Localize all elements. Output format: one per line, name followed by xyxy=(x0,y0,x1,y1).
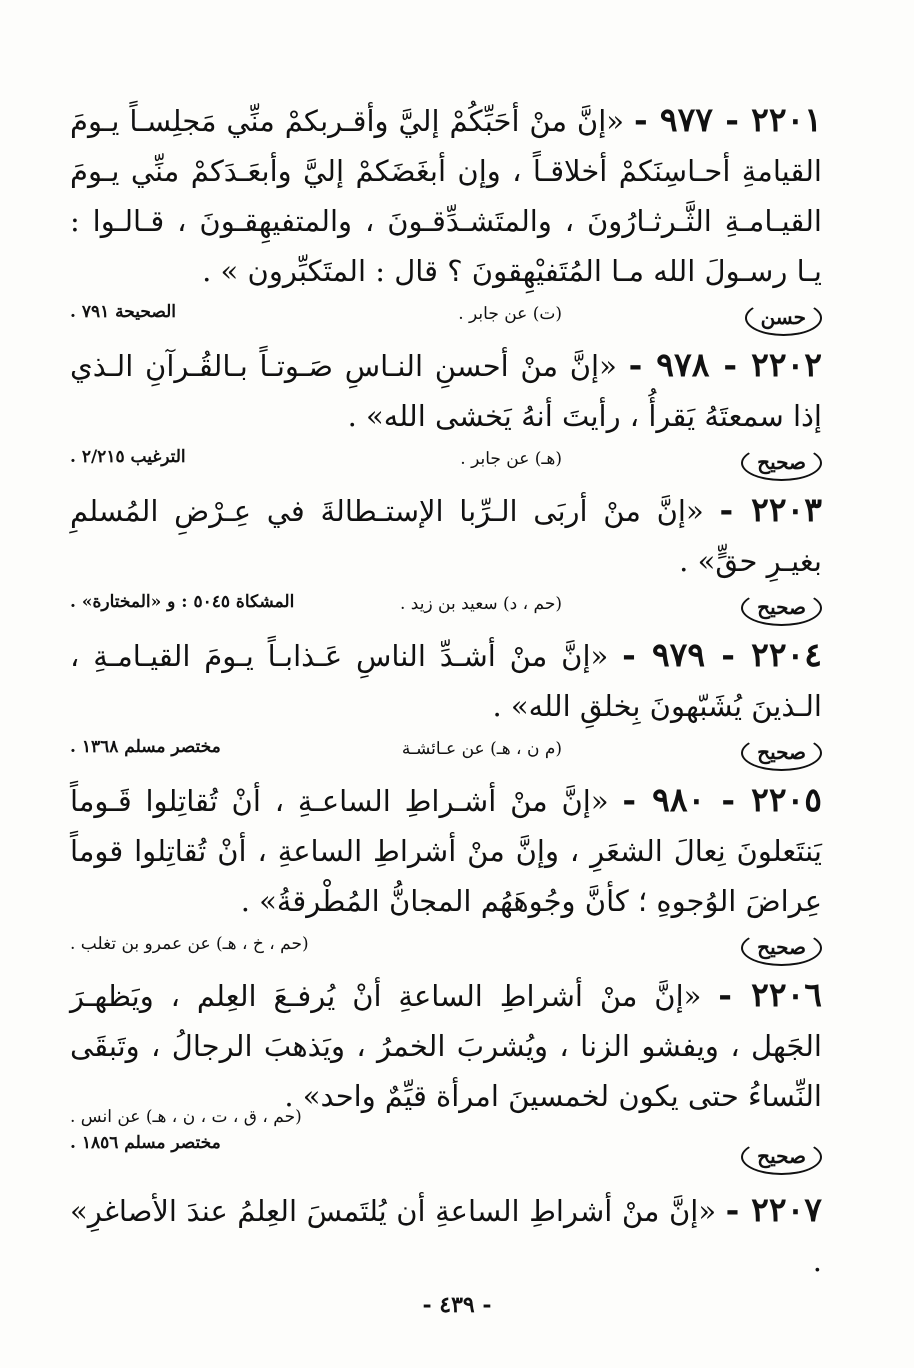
source-line xyxy=(70,1107,822,1185)
hadith-2205 xyxy=(70,775,822,970)
hadith-body: «إنَّ منْ أشـراطِ الساعـةِ ، أنْ تُقاتِلوا قَـوماً يَنتَعلونَ نِعالَ الشعَرِ ، وإنَّ منْ أشراطِ الساعةِ ، أنْ تُقاتِلوا قوماً عِراضَ الوُجوهِ ؛ كأنَّ وجُوهَهُم المجانُّ المُطْرقةُ» . xyxy=(70,784,822,918)
narrator: (هـ) عن جابر . xyxy=(460,449,562,469)
hadith-text xyxy=(70,630,822,731)
reference: الترغيب ٢/٢١٥ . xyxy=(70,447,186,467)
hadith-text xyxy=(70,970,822,1121)
hadith-2206 xyxy=(70,970,822,1185)
narrator: (ت) عن جابر . xyxy=(458,304,562,324)
narrator: (حم ، خ ، هـ) عن عمرو بن تغلب . xyxy=(70,934,309,954)
hadith-2207 xyxy=(70,1185,822,1286)
hadith-2203 xyxy=(70,485,822,630)
hadith-body: «إنَّ منْ أشراطِ الساعةِ أن يُلتَمسَ العِلمُ عندَ الأصاغرِ» . xyxy=(70,1194,822,1278)
narrator: (حم ، ق ، ت ، ن ، هـ) عن انس . xyxy=(70,1107,302,1127)
source-line xyxy=(70,586,822,630)
hadith-body: «إنَّ منْ أحَبِّكُمْ إليَّ وأقـربكمْ منِّي مَجلِسـاً يـومَ القيامةِ أحـاسِنَكمْ أخلاقـاً ، وإن أبغَضَكمْ إليَّ وأبعَـدَكمْ منِّي يـومَ القيـامـةِ الثَّـرثـارُونَ ، والمتَشـدِّقـونَ ، والمتفيهِقـونَ ، قـالـوا : يـا رسـولَ الله مـا المُتَفيْهِقونَ ؟ قال : المتَكبِّرون » . xyxy=(70,104,822,288)
hadith-number: ٢٢٠٤ - ٩٧٩ - xyxy=(622,635,822,674)
reference: مختصر مسلم ١٣٦٨ . xyxy=(70,737,221,757)
hadith-text xyxy=(70,485,822,586)
hadith-body: «إنَّ منْ أشراطِ الساعةِ أنْ يُرفـعَ العِلم ، ويَظهـرَ الجَهل ، ويفشو الزنا ، ويُشربَ الخمرُ ، ويَذهبَ الرجالُ ، وتَبقَى النِّساءُ حتى يكون لخمسينَ امرأة قيِّمٌ واحد» . xyxy=(70,979,822,1113)
source-line xyxy=(70,926,822,970)
hadith-text xyxy=(70,775,822,926)
hadith-2201 xyxy=(70,95,822,340)
grade-label: صحيح xyxy=(741,1139,822,1175)
source-line xyxy=(70,731,822,775)
hadith-2202 xyxy=(70,340,822,485)
grade-label: صحيح xyxy=(741,735,822,771)
narrator: (حم ، د) سعيد بن زيد . xyxy=(399,594,562,614)
hadith-text xyxy=(70,340,822,441)
hadith-body: «إنَّ منْ أربَى الـرِّبا الإستـطالةَ في عِـرْضِ المُسلمِ بغيـرِ حقٍّ» . xyxy=(70,494,822,578)
grade-label: صحيح xyxy=(741,445,822,481)
hadith-number: ٢٢٠٣ - xyxy=(719,490,823,529)
hadith-number: ٢٢٠٢ - ٩٧٨ - xyxy=(628,345,822,384)
hadith-number: ٢٢٠٥ - ٩٨٠ - xyxy=(622,780,822,819)
hadith-text xyxy=(70,95,822,296)
hadith-number: ٢٢٠٧ - xyxy=(725,1190,823,1229)
page-number: - ٤٣٩ - xyxy=(422,1292,492,1318)
narrator: (م ن ، هـ) عن عـائشـة xyxy=(401,739,562,759)
source-line xyxy=(70,296,822,340)
hadith-number: ٢٢٠١ - ٩٧٧ - xyxy=(633,100,822,139)
grade-label: حسن xyxy=(745,300,822,336)
grade-label: صحيح xyxy=(741,930,822,966)
hadith-2204 xyxy=(70,630,822,775)
reference: مختصر مسلم ١٨٥٦ . xyxy=(70,1133,221,1153)
reference: المشكاة ٥٠٤٥ : و «المختارة» . xyxy=(70,592,295,612)
hadith-number: ٢٢٠٦ - xyxy=(718,975,823,1014)
source-line xyxy=(70,441,822,485)
hadith-body: «إنَّ منْ أشـدِّ الناسِ عَـذابـاً يـومَ القيـامـةِ ، الـذينَ يُشَبّهونَ بِخلقِ الله» . xyxy=(70,639,822,723)
grade-label: صحيح xyxy=(741,590,822,626)
hadith-body: «إنَّ منْ أحسنِ النـاسِ صَـوتـاً بـالقُـرآنِ الـذي إذا سمعتَهُ يَقرأُ ، رأيتَ أنهُ يَخشى الله» . xyxy=(70,349,822,433)
hadith-text xyxy=(70,1185,822,1286)
reference: الصحيحة ٧٩١ . xyxy=(70,302,177,322)
